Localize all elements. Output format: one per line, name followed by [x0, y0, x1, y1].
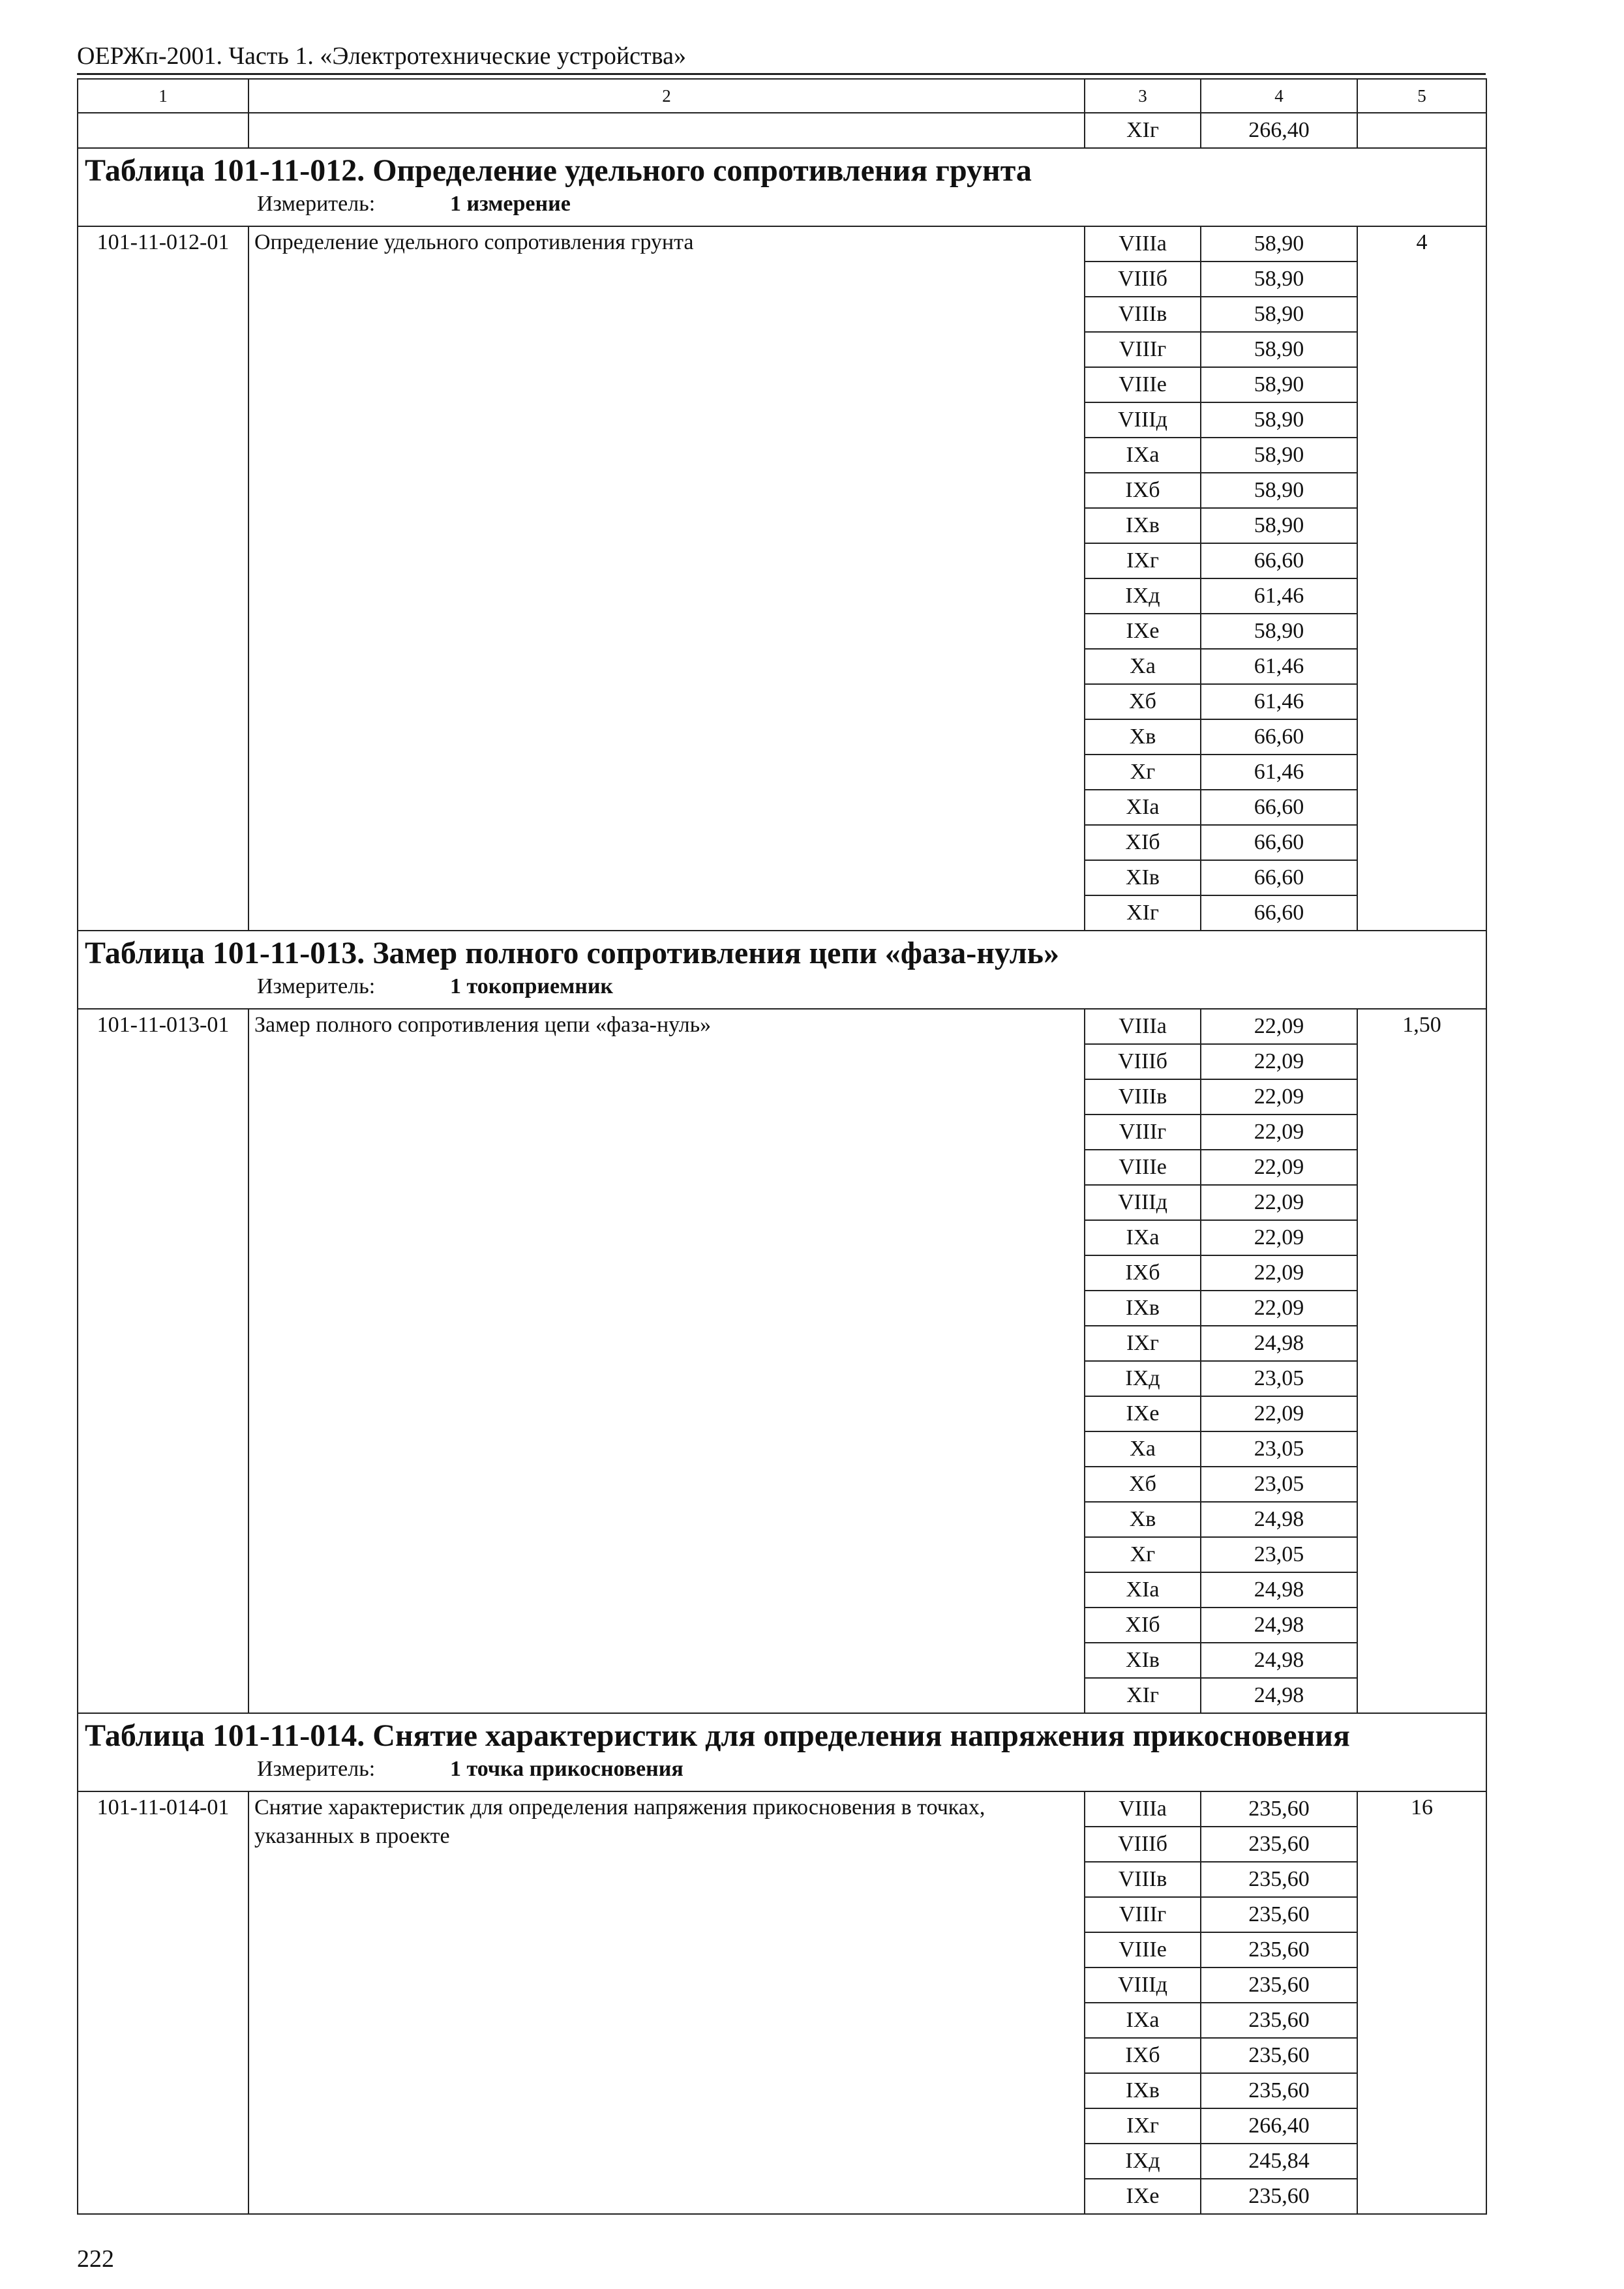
price-cell: 24,98 [1201, 1326, 1357, 1361]
price-cell: 24,98 [1201, 1502, 1357, 1537]
zone-cell: IXд [1085, 1361, 1201, 1396]
zone-cell: Xа [1085, 649, 1201, 684]
price-cell: 66,60 [1201, 860, 1357, 895]
table-title: Таблица 101-11-014. Снятие характеристик для определения напряжения прикосновения [85, 1718, 1350, 1753]
price-cell: 23,05 [1201, 1361, 1357, 1396]
code-cell: 101-11-014-01 [78, 1791, 248, 2214]
price-cell: 266,40 [1201, 113, 1357, 148]
price-cell: 58,90 [1201, 614, 1357, 649]
zone-cell: VIIIе [1085, 367, 1201, 402]
price-cell: 235,60 [1201, 1932, 1357, 1967]
zone-cell: IXе [1085, 1396, 1201, 1431]
price-cell: 58,90 [1201, 262, 1357, 297]
zone-cell: IXг [1085, 2108, 1201, 2144]
code-cell: 101-11-012-01 [78, 226, 248, 931]
price-cell: 235,60 [1201, 1897, 1357, 1932]
zone-cell: IXв [1085, 508, 1201, 543]
price-cell: 266,40 [1201, 2108, 1357, 2144]
price-cell: 235,60 [1201, 1791, 1357, 1827]
price-cell: 24,98 [1201, 1643, 1357, 1678]
zone-cell: XIв [1085, 1643, 1201, 1678]
column-number: 1 [78, 79, 248, 113]
meter-line [78, 189, 1486, 219]
zone-cell: VIIIв [1085, 1862, 1201, 1897]
price-cell: 235,60 [1201, 2179, 1357, 2214]
price-cell: 66,60 [1201, 543, 1357, 578]
price-cell: 22,09 [1201, 1255, 1357, 1291]
zone-cell: XIг [1085, 113, 1201, 148]
price-cell: 66,60 [1201, 825, 1357, 860]
col5-cell: 16 [1357, 1791, 1486, 2214]
price-cell: 235,60 [1201, 1862, 1357, 1897]
zone-cell: IXг [1085, 543, 1201, 578]
zone-cell: IXе [1085, 2179, 1201, 2214]
section-header-cell [78, 1713, 1486, 1791]
description-cell: Определение удельного сопротивления грунта [248, 226, 1085, 931]
price-cell: 22,09 [1201, 1044, 1357, 1079]
zone-cell: Xв [1085, 719, 1201, 755]
zone-cell: VIIIд [1085, 402, 1201, 438]
zone-cell: VIIIв [1085, 1079, 1201, 1115]
column-number: 5 [1357, 79, 1486, 113]
table-row [78, 1009, 1486, 1044]
price-cell: 58,90 [1201, 226, 1357, 262]
price-cell: 58,90 [1201, 332, 1357, 367]
description-cell [248, 113, 1085, 148]
price-cell: 23,05 [1201, 1431, 1357, 1467]
zone-cell: IXг [1085, 1326, 1201, 1361]
meter-value: 1 измерение [450, 192, 571, 216]
zone-cell: IXб [1085, 2038, 1201, 2073]
price-cell: 22,09 [1201, 1150, 1357, 1185]
price-cell: 58,90 [1201, 473, 1357, 508]
zone-cell: IXв [1085, 1291, 1201, 1326]
price-cell: 235,60 [1201, 2038, 1357, 2073]
price-cell: 23,05 [1201, 1467, 1357, 1502]
meter-label: Измеритель: [257, 974, 376, 998]
zone-cell: XIг [1085, 895, 1201, 931]
table-title: Таблица 101-11-012. Определение удельного сопротивления грунта [85, 153, 1032, 188]
zone-cell: IXв [1085, 2073, 1201, 2108]
code-cell [78, 113, 248, 148]
section-header-cell [78, 148, 1486, 226]
zone-cell: Xб [1085, 684, 1201, 719]
column-number-row [78, 79, 1486, 113]
price-cell: 58,90 [1201, 438, 1357, 473]
zone-cell: IXд [1085, 578, 1201, 614]
running-header: ОЕРЖп-2001. Часть 1. «Электротехнические устройства» [77, 42, 686, 70]
price-cell: 61,46 [1201, 755, 1357, 790]
carryover-row [78, 113, 1486, 148]
zone-cell: XIб [1085, 1608, 1201, 1643]
zone-cell: IXа [1085, 438, 1201, 473]
zone-cell: VIIIб [1085, 1044, 1201, 1079]
price-cell: 22,09 [1201, 1291, 1357, 1326]
price-cell: 22,09 [1201, 1185, 1357, 1220]
price-cell: 22,09 [1201, 1220, 1357, 1255]
price-cell: 23,05 [1201, 1537, 1357, 1572]
col5-cell: 1,50 [1357, 1009, 1486, 1713]
description-cell: Снятие характеристик для определения напряжения прикосновения в точках, указанных в проекте [248, 1791, 1085, 2214]
table-section-header [78, 148, 1486, 226]
zone-cell: XIа [1085, 1572, 1201, 1608]
zone-cell: VIIIб [1085, 262, 1201, 297]
price-cell: 58,90 [1201, 508, 1357, 543]
table-section-header [78, 1713, 1486, 1791]
price-cell: 245,84 [1201, 2144, 1357, 2179]
meter-line [78, 1754, 1486, 1784]
price-cell: 24,98 [1201, 1678, 1357, 1713]
zone-cell: IXа [1085, 2003, 1201, 2038]
meter-value: 1 точка прикосновения [450, 1757, 684, 1781]
price-cell: 61,46 [1201, 578, 1357, 614]
price-cell: 61,46 [1201, 684, 1357, 719]
zone-cell: VIIIа [1085, 1009, 1201, 1044]
price-cell: 235,60 [1201, 2073, 1357, 2108]
meter-label: Измеритель: [257, 192, 376, 216]
price-cell: 66,60 [1201, 895, 1357, 931]
price-cell: 235,60 [1201, 1827, 1357, 1862]
price-cell: 22,09 [1201, 1009, 1357, 1044]
col5-cell: 4 [1357, 226, 1486, 931]
zone-cell: Xг [1085, 1537, 1201, 1572]
table-title: Таблица 101-11-013. Замер полного сопротивления цепи «фаза-нуль» [85, 936, 1060, 970]
price-cell: 66,60 [1201, 719, 1357, 755]
zone-cell: VIIIг [1085, 1115, 1201, 1150]
price-cell: 22,09 [1201, 1079, 1357, 1115]
zone-cell: VIIIа [1085, 1791, 1201, 1827]
zone-cell: Xв [1085, 1502, 1201, 1537]
zone-cell: VIIIв [1085, 297, 1201, 332]
price-cell: 235,60 [1201, 1967, 1357, 2003]
price-table [77, 78, 1487, 2215]
table-row [78, 226, 1486, 262]
description-cell: Замер полного сопротивления цепи «фаза-нуль» [248, 1009, 1085, 1713]
code-cell: 101-11-013-01 [78, 1009, 248, 1713]
zone-cell: VIIIб [1085, 1827, 1201, 1862]
zone-cell: IXе [1085, 614, 1201, 649]
zone-cell: IXб [1085, 1255, 1201, 1291]
price-cell: 66,60 [1201, 790, 1357, 825]
zone-cell: Xб [1085, 1467, 1201, 1502]
zone-cell: Xа [1085, 1431, 1201, 1467]
price-cell: 235,60 [1201, 2003, 1357, 2038]
section-header-cell [78, 931, 1486, 1009]
col5-cell [1357, 113, 1486, 148]
meter-line [78, 972, 1486, 1002]
page-number: 222 [77, 2245, 114, 2273]
zone-cell: VIIIг [1085, 332, 1201, 367]
table-row [78, 1791, 1486, 1827]
zone-cell: VIIIг [1085, 1897, 1201, 1932]
zone-cell: IXа [1085, 1220, 1201, 1255]
meter-label: Измеритель: [257, 1757, 376, 1781]
zone-cell: XIв [1085, 860, 1201, 895]
price-cell: 58,90 [1201, 367, 1357, 402]
column-number: 3 [1085, 79, 1201, 113]
zone-cell: VIIIд [1085, 1967, 1201, 2003]
zone-cell: IXд [1085, 2144, 1201, 2179]
price-cell: 24,98 [1201, 1572, 1357, 1608]
zone-cell: VIIIе [1085, 1150, 1201, 1185]
zone-cell: VIIIе [1085, 1932, 1201, 1967]
zone-cell: XIа [1085, 790, 1201, 825]
zone-cell: VIIIд [1085, 1185, 1201, 1220]
header-rule [77, 73, 1486, 75]
meter-value: 1 токоприемник [450, 974, 614, 998]
price-cell: 22,09 [1201, 1396, 1357, 1431]
table-section-header [78, 931, 1486, 1009]
zone-cell: XIг [1085, 1678, 1201, 1713]
zone-cell: XIб [1085, 825, 1201, 860]
price-cell: 22,09 [1201, 1115, 1357, 1150]
zone-cell: VIIIа [1085, 226, 1201, 262]
zone-cell: IXб [1085, 473, 1201, 508]
zone-cell: Xг [1085, 755, 1201, 790]
price-cell: 58,90 [1201, 297, 1357, 332]
price-cell: 61,46 [1201, 649, 1357, 684]
column-number: 2 [248, 79, 1085, 113]
price-cell: 24,98 [1201, 1608, 1357, 1643]
price-cell: 58,90 [1201, 402, 1357, 438]
column-number: 4 [1201, 79, 1357, 113]
